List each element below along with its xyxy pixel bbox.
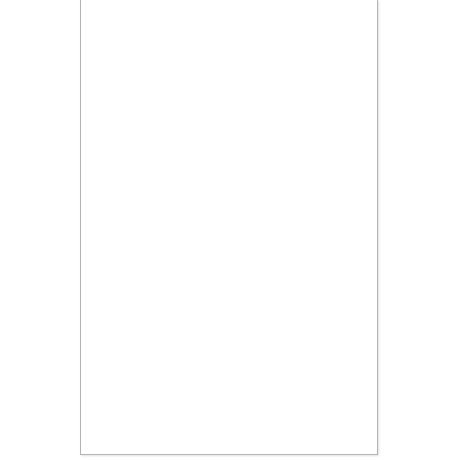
page-footer bbox=[117, 409, 349, 425]
book-page bbox=[80, 0, 378, 455]
